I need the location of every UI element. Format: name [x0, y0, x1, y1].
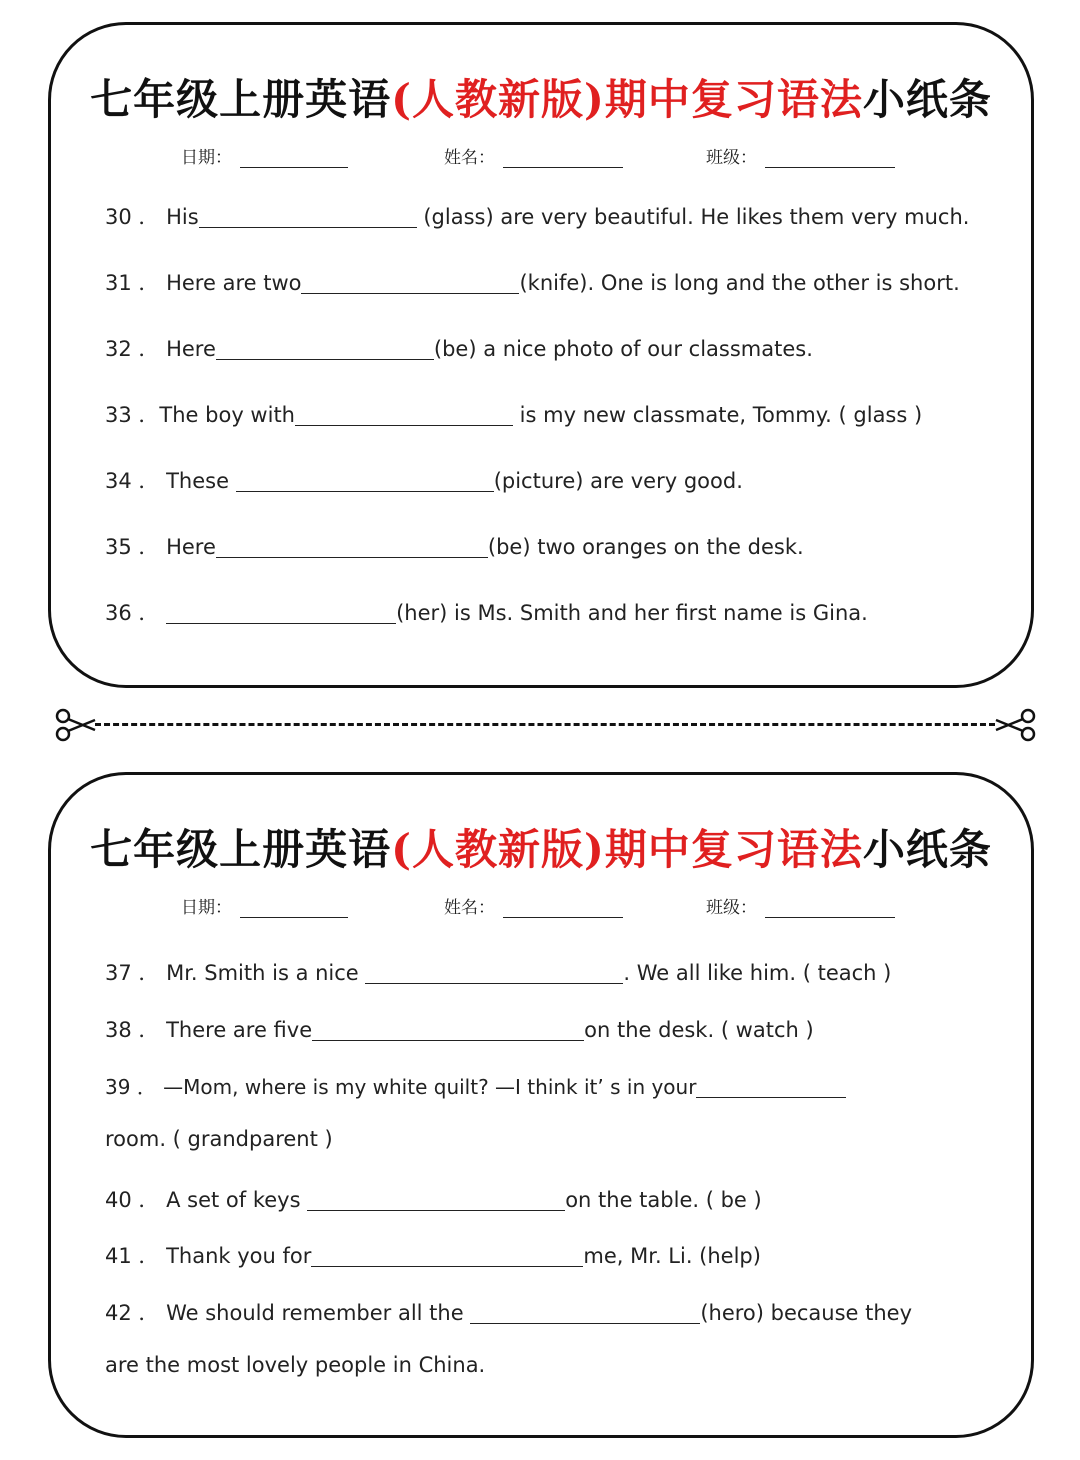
class-blank[interactable] — [765, 899, 895, 918]
date-field: 日期： — [181, 893, 348, 918]
question-32: 32 ． Here (be) a nice photo of our classmates. — [105, 337, 813, 361]
answer-blank[interactable] — [307, 1190, 565, 1211]
question-36: 36 ． (her) is Ms. Smith and her first name is Gina. — [105, 601, 868, 625]
question-41: 41 ． Thank you for me, Mr. Li. (help) — [105, 1244, 761, 1268]
question-38: 38 ． There are five on the desk. ( watch ) — [105, 1018, 814, 1042]
answer-blank[interactable] — [216, 537, 488, 558]
name-blank[interactable] — [503, 149, 623, 168]
class-blank[interactable] — [765, 149, 895, 168]
answer-blank[interactable] — [216, 339, 434, 360]
question-39: 39 ． —Mom, where is my white quilt? —I think it’ s in your — [105, 1071, 846, 1100]
name-blank[interactable] — [503, 899, 623, 918]
question-42-continued: are the most lovely people in China. — [105, 1353, 486, 1377]
scissors-left-icon — [55, 708, 97, 742]
answer-blank[interactable] — [365, 963, 623, 984]
scissors-right-icon — [994, 708, 1036, 742]
question-37: 37 ． Mr. Smith is a nice . We all like him. ( teach ) — [105, 961, 892, 985]
question-31: 31 ． Here are two (knife). One is long and the other is short. — [105, 271, 960, 295]
answer-blank[interactable] — [311, 1246, 583, 1267]
question-33: 33 ．The boy with is my new classmate, Tommy. ( glass ) — [105, 403, 923, 427]
question-30: 30 ． His (glass) are very beautiful. He likes them very much. — [105, 205, 970, 229]
answer-blank[interactable] — [312, 1020, 584, 1041]
dashed-cut-line — [95, 723, 995, 726]
answer-blank[interactable] — [301, 273, 519, 294]
question-34: 34 ． These (picture) are very good. — [105, 469, 743, 493]
answer-blank[interactable] — [236, 471, 494, 492]
class-field: 班级： — [706, 143, 895, 168]
answer-blank[interactable] — [470, 1303, 700, 1324]
class-field: 班级： — [706, 893, 895, 918]
answer-blank[interactable] — [295, 405, 513, 426]
answer-blank[interactable] — [199, 207, 417, 228]
date-field: 日期： — [181, 143, 348, 168]
worksheet-title: 七年级上册英语(人教新版)期中复习语法小纸条 — [90, 825, 992, 874]
question-35: 35 ． Here (be) two oranges on the desk. — [105, 535, 804, 559]
worksheet-card-1 — [48, 22, 1034, 688]
question-40: 40 ． A set of keys on the table. ( be ) — [105, 1188, 762, 1212]
answer-blank[interactable] — [166, 603, 396, 624]
question-42: 42 ． We should remember all the (hero) because they — [105, 1301, 913, 1325]
name-field: 姓名： — [444, 143, 623, 168]
date-blank[interactable] — [240, 899, 348, 918]
worksheet-card-2 — [48, 772, 1034, 1438]
name-field: 姓名： — [444, 893, 623, 918]
answer-blank[interactable] — [696, 1077, 846, 1098]
worksheet-title: 七年级上册英语(人教新版)期中复习语法小纸条 — [90, 75, 992, 124]
question-39-continued: room. ( grandparent ) — [105, 1127, 333, 1151]
date-blank[interactable] — [240, 149, 348, 168]
